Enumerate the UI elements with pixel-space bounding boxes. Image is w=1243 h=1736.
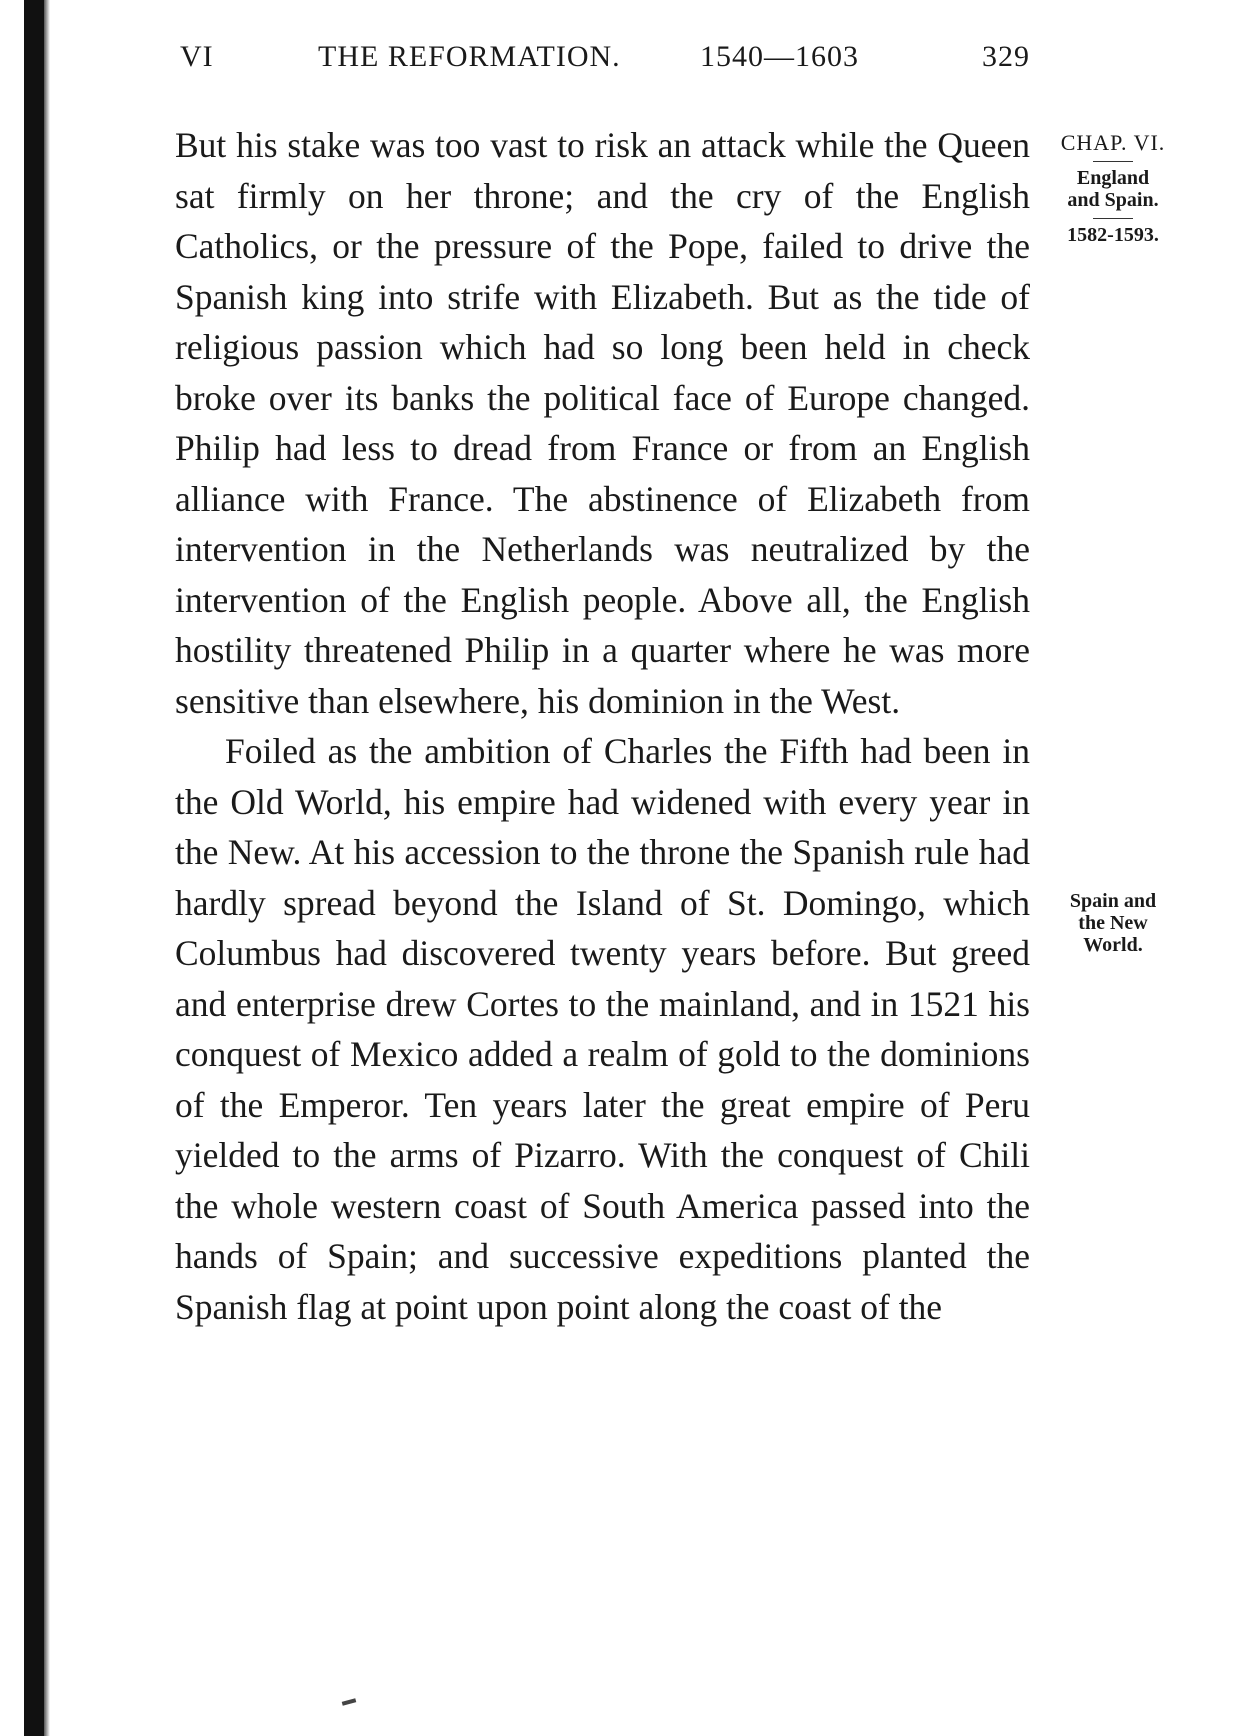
sidenote-england-spain <box>1043 132 1183 246</box>
sidenote-rule <box>1093 161 1133 162</box>
running-years: 1540—1603 <box>700 40 859 73</box>
sidenote-topic-line-2: the New <box>1078 912 1148 934</box>
sidenote-topic-line-3: World. <box>1083 934 1143 956</box>
paragraph-1: But his stake was too vast to risk an attack while the Queen sat firmly on her throne; and the cry of the English Catholics, or the pressure of the Pope, failed to drive the Spanish king into strife with Elizabeth. But as the tide of religious passion which had so long been held in check broke over its banks the political face of Europe changed. Philip had less to dread from France or from an English alliance with France. The abstinence of Elizabeth from intervention in the Netherlands was neutralized by the intervention of the English people. Above all, the English hostility threatened Philip in a quarter where he was more sensitive than elsewhere, his dominion in the West. <box>175 125 1030 721</box>
page-number: 329 <box>982 40 1030 73</box>
sidenote-topic-line-1: Spain and <box>1069 890 1157 912</box>
sidenote-spain-new-world <box>1043 890 1183 956</box>
book-binding-edge <box>24 0 44 1736</box>
running-head <box>180 40 1030 84</box>
sidenote-topic-line-2: and Spain. <box>1067 189 1159 211</box>
sidenote-chapter-label: CHAP. VI. <box>1060 130 1166 155</box>
paragraph-2: Foiled as the ambition of Charles the Fifth had been in the Old World, his empire had widened with every year in the New. At his accession to the throne the Spanish rule had hardly spread beyond the Island of St. Domingo, which Columbus had discovered twenty years before. But greed and enterprise drew Cortes to the mainland, and in 1521 his conquest of Mexico added a realm of gold to the dominions of the Emperor. Ten years later the great empire of Peru yielded to the arms of Pizarro. With the conquest of Chili the whole western coast of South America passed into the hands of Spain; and successive expeditions planted the Spanish flag at point upon point along the coast of the <box>175 731 1030 1327</box>
sidenote-topic-line-1: England <box>1076 167 1150 189</box>
ink-mark <box>342 1698 357 1705</box>
sidenote-dates: 1582-1593. <box>1067 224 1159 246</box>
body-text <box>175 120 1030 1332</box>
sidenote-rule <box>1093 218 1133 219</box>
running-title: THE REFORMATION. <box>318 40 621 73</box>
chapter-number: VI <box>180 40 214 73</box>
